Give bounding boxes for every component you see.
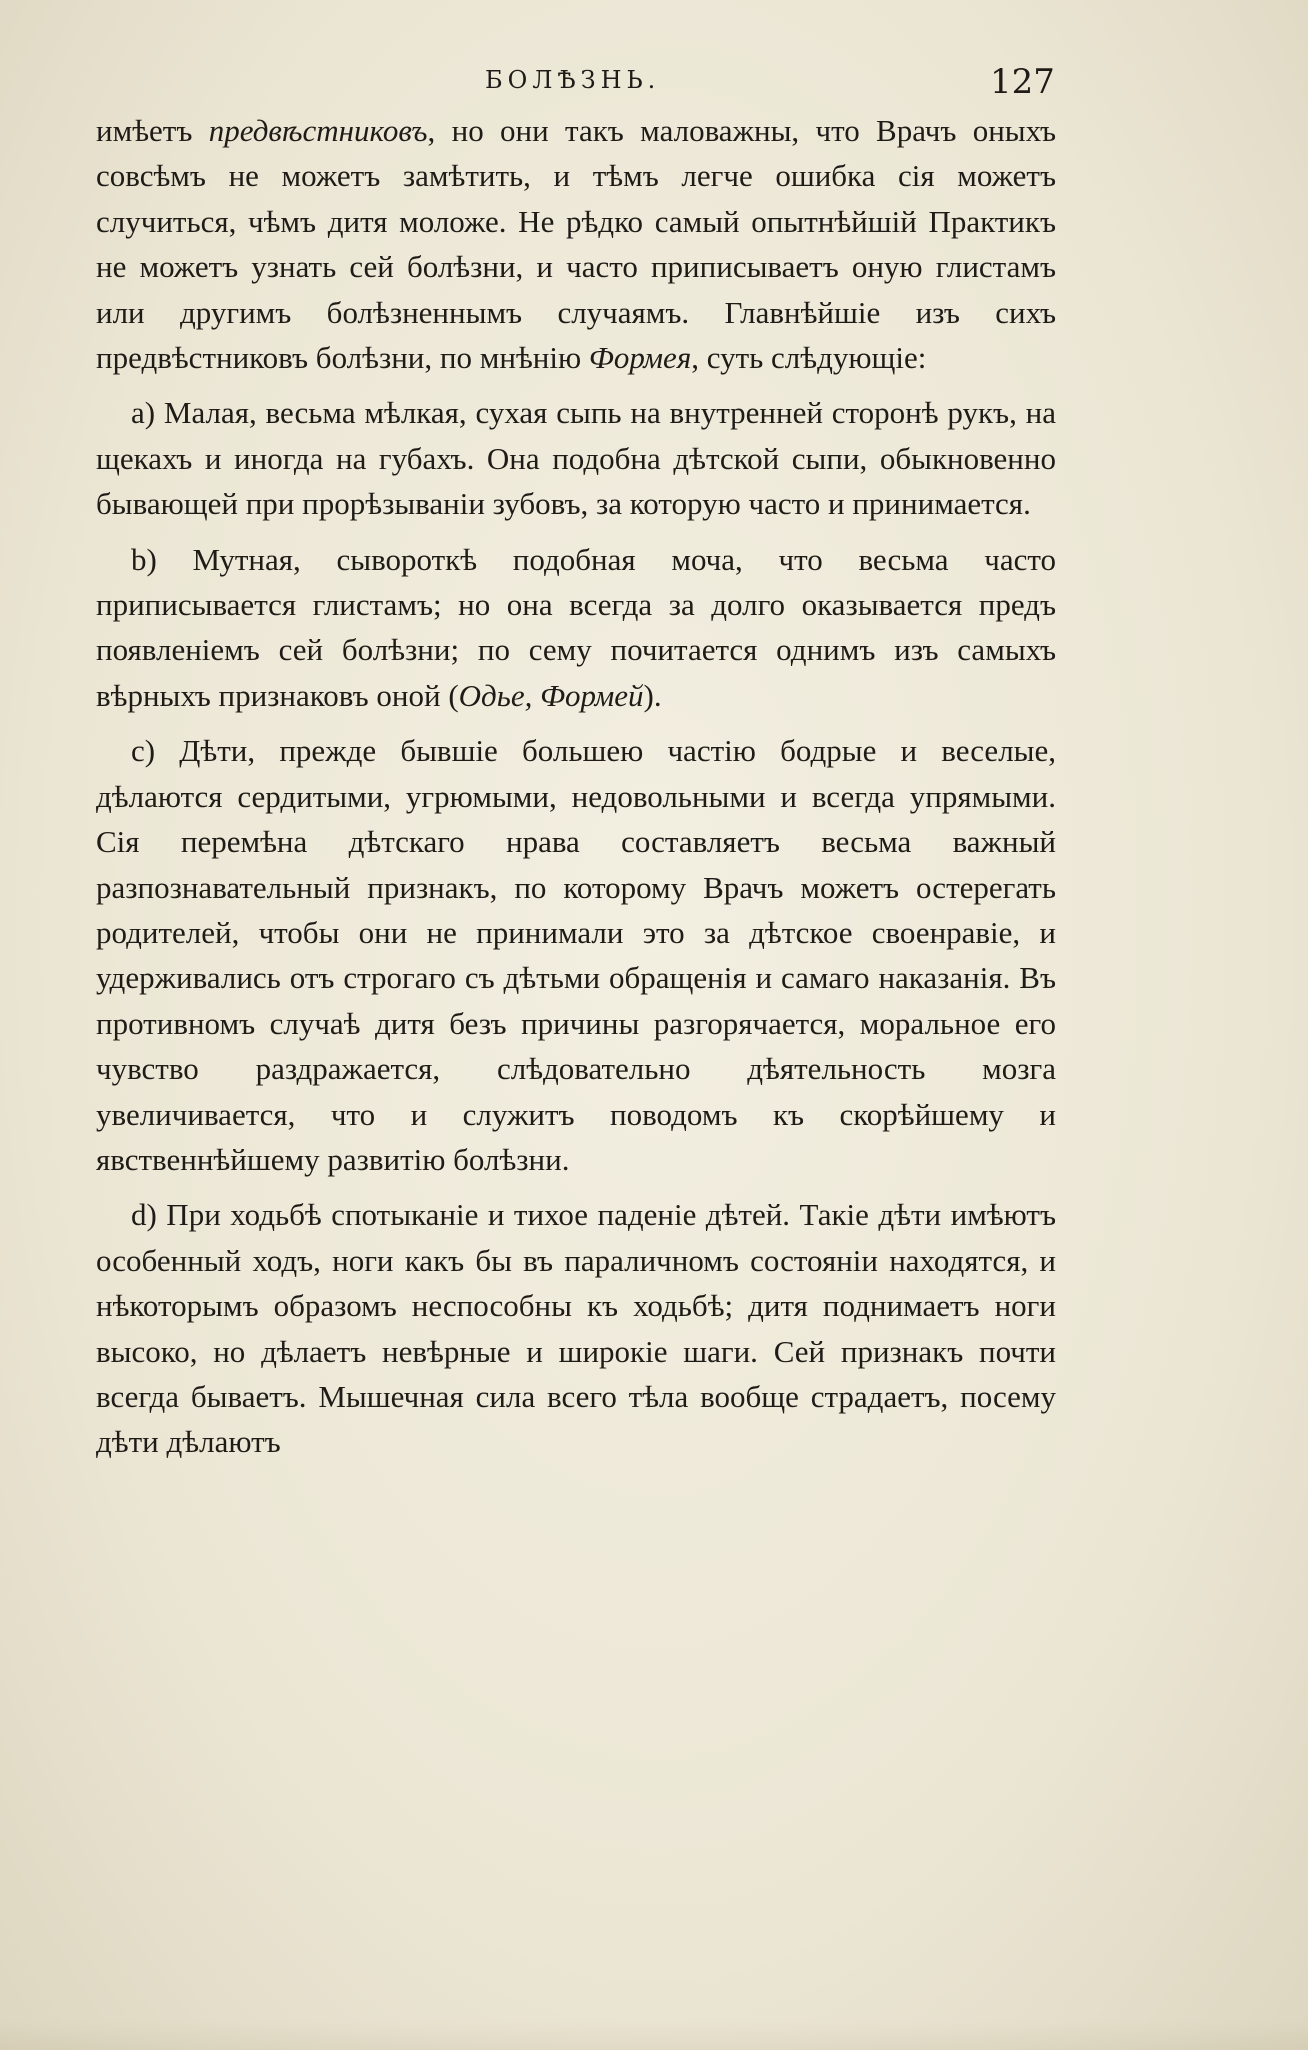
- text-run: , но они такъ маловажны, что Врачъ оныхъ совсѣмъ не можетъ замѣтить, и тѣмъ легче ошибка сія можетъ случиться, чѣмъ дитя моложе. Не рѣдко самый опытнѣйшій Практикъ не можетъ узнать сей болѣзни, и часто приписываетъ оную глистамъ или другимъ болѣзненнымъ случаямъ. Главнѣйшіе изъ сихъ предвѣстниковъ болѣзни, по мнѣнію: [96, 113, 1056, 376]
- paragraph-intro: [96, 108, 1056, 380]
- text-run: ).: [643, 677, 662, 713]
- page-bottom-edge: [0, 2020, 1308, 2050]
- running-head: [0, 62, 1308, 106]
- paragraph-item-a: a) Малая, весьма мѣлкая, сухая сыпь на внутренней сторонѣ рукъ, на щекахъ и иногда на губахъ. Она подобна дѣтской сыпи, обыкновенно бывающей при прорѣзываніи зубовъ, за которую часто и принимается.: [96, 395, 1056, 522]
- text-run: b) Мутная, сывороткѣ подобная моча, что весьма часто приписывается глистамъ; но она всегда за долго оказывается предъ появленіемъ сей болѣзни; по сему почитается однимъ изъ самыхъ вѣрныхъ признаковъ оной (: [96, 541, 1056, 713]
- text-run: имѣетъ: [96, 113, 209, 148]
- text-run: , суть слѣдующіе:: [691, 340, 927, 376]
- italic-authors: Одье, Формей: [458, 677, 644, 713]
- page-number: 127: [990, 62, 1055, 102]
- text-body: [96, 108, 1056, 1465]
- running-title: БОЛѢЗНЬ.: [485, 66, 661, 94]
- paragraph-item-b: [96, 537, 1056, 719]
- paragraph-item-c: c) Дѣти, прежде бывшіе большею частію бодрые и веселые, дѣлаются сердитыми, угрюмыми, недовольными и всегда упрямыми. Сія перемѣна дѣтскаго нрава составляетъ весьма важный разпознавательный признакъ, по которому Врачъ можетъ остерегать родителей, чтобы они не принимали это за дѣтское своенравіе, и удерживались отъ строгаго съ дѣтьми обращенія и самаго наказанія. Въ противномъ случаѣ дитя безъ причины разгорячается, моральное его чувство раздражается, слѣдовательно дѣятельность мозга увеличивается, что и служитъ поводомъ къ скорѣйшему и явственнѣйшему развитію болѣзни.: [96, 733, 1056, 1177]
- italic-author: Формея: [588, 340, 692, 376]
- italic-term: предвѣстниковъ: [208, 113, 428, 148]
- paragraph-item-d: d) При ходьбѣ спотыканіе и тихое паденіе дѣтей. Такіе дѣти имѣютъ особенный ходъ, ноги какъ бы въ параличномъ состояніи находятся, и нѣкоторымъ образомъ неспособны къ ходьбѣ; дитя поднимаетъ ноги высоко, но дѣлаетъ невѣрные и широкіе шаги. Сей признакъ почти всегда бываетъ. Мышечная сила всего тѣла вообще страдаетъ, посему дѣти дѣлаютъ: [96, 1197, 1056, 1460]
